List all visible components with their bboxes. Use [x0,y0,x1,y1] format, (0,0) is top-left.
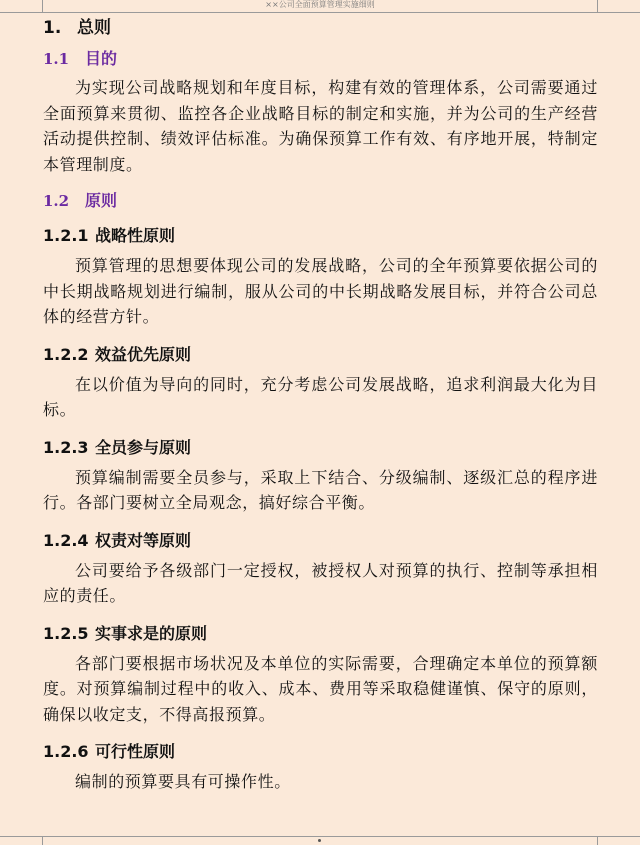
heading-section-1-2-5 [43,617,598,651]
page-corner-mark [28,0,43,12]
heading-section-1-2-1 [43,219,598,253]
paragraph-purpose: 为实现公司战略规划和年度目标，构建有效的管理体系，公司需要通过全面预算来贯彻、监控各企业战略目标的制定和实施，并为公司的生产经营活动提供控制、绩效评估标准。为确保预算工作有效、有序地开展，特制定本管理制度。 [43,78,598,174]
heading-title: 总则 [77,18,111,38]
heading-number: 1.2.1 [43,226,89,245]
heading-number: 1. [43,18,62,38]
paragraph-realistic: 各部门要根据市场状况及本单位的实际需要，合理确定本单位的预算额度。对预算编制过程中的收入、成本、费用等采取稳健谨慎、保守的原则，确保以收定支，不得高报预算。 [43,653,598,724]
heading-number: 1.2.2 [43,344,89,364]
heading-number: 1.1 [43,50,70,68]
heading-title: 可行性原则 [95,742,176,761]
page-corner-mark [28,837,43,845]
paragraph-participation: 预算编制需要全员参与，采取上下结合、分级编制、逐级汇总的程序进行。各部门要树立全局观念，搞好综合平衡。 [43,467,598,512]
page-corner-mark [597,837,612,845]
page-footer-line [0,836,640,837]
running-header-text: ××公司全面预算管理实施细则 [265,0,375,9]
heading-number: 1.2.5 [43,623,89,643]
document-body [43,13,598,803]
heading-section-1-2-2 [43,338,598,372]
heading-title: 战略性原则 [95,226,176,245]
heading-section-1-2-6 [43,735,598,769]
heading-number: 1.2.3 [43,437,89,457]
heading-section-1-1 [43,43,598,75]
heading-number: 1.2 [43,192,70,210]
page-corner-mark [597,0,612,12]
paragraph-benefit: 在以价值为导向的同时，充分考虑公司发展战略，追求利润最大化为目标。 [43,374,598,419]
heading-section-1 [43,13,598,43]
heading-section-1-2-4 [43,524,598,558]
heading-title: 权责对等原则 [95,530,192,550]
heading-title: 实事求是的原则 [95,623,208,643]
heading-title: 全员参与原则 [95,437,192,457]
running-header [0,0,640,13]
paragraph-responsibility: 公司要给予各级部门一定授权，被授权人对预算的执行、控制等承担相应的责任。 [43,560,598,605]
heading-title: 效益优先原则 [95,344,192,364]
heading-number: 1.2.6 [43,742,89,761]
heading-title: 目的 [85,49,118,68]
heading-title: 原则 [85,191,118,210]
heading-section-1-2-3 [43,431,598,465]
heading-section-1-2 [43,185,598,217]
heading-number: 1.2.4 [43,530,89,550]
paragraph-strategic: 预算管理的思想要体现公司的发展战略，公司的全年预算要依据公司的中长期战略规划进行编制，服从公司的中长期战略发展目标，并符合公司总体的经营方针。 [43,256,598,326]
paragraph-feasibility: 编制的预算要具有可操作性。 [75,772,291,791]
